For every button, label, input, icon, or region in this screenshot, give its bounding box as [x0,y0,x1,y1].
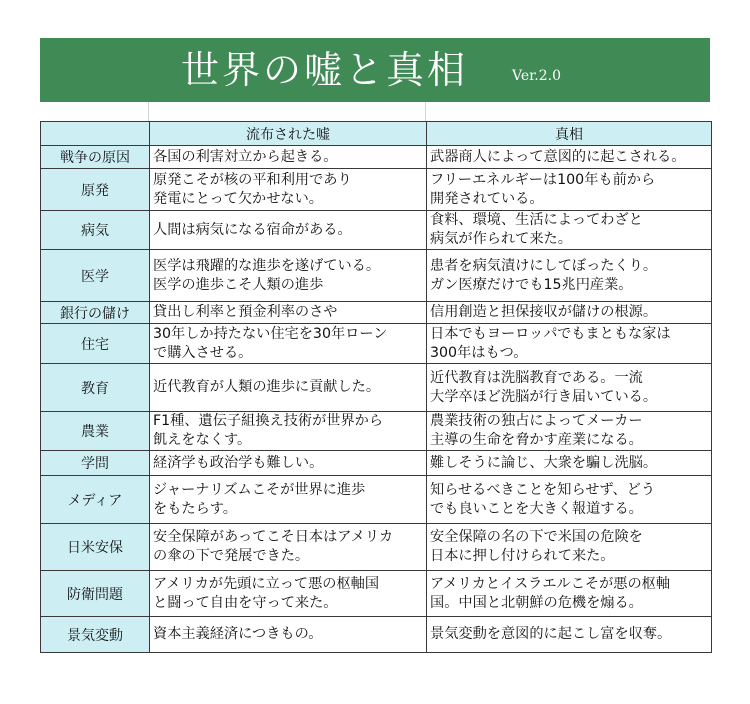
spacer-row [40,102,710,121]
table-row [41,524,712,571]
table-row [41,250,712,302]
row-truth [427,617,712,653]
table-header-row [41,122,712,146]
lie-text-line: の傘の下で発展できた。 [153,548,310,564]
row-topic: 学問 [41,451,150,476]
row-topic: 原発 [41,169,150,211]
row-lie [150,302,427,324]
row-truth [427,364,712,412]
row-truth [427,571,712,617]
truth-text-line: 武器商人によって意図的に起こされる。 [430,148,686,165]
row-truth [427,412,712,451]
title-banner [40,38,710,102]
row-truth [427,250,712,302]
truth-text-line: 景気変動を意図的に起こし富を収奪。 [430,626,672,642]
row-lie [150,412,427,451]
truth-text-line: ガン医療だけでも15兆円産業。 [430,276,633,293]
row-topic: 日米安保 [41,524,150,571]
truth-text-line: 患者を病気漬けにしてぼったくり。 [430,257,658,274]
truth-text-line: 病気が作られて来た。 [430,231,572,247]
truth-text-line: 開発されている。 [430,190,544,207]
truth-text-line: 300年はもつ。 [430,344,528,361]
lie-text-line: 医学の進歩こそ人類の進歩 [153,276,324,293]
row-topic: 農業 [41,412,150,451]
row-lie [150,146,427,169]
truth-text-line: 難しそうに論じ、大衆を騙し洗脳。 [430,454,658,471]
lie-text-line: 安全保障があってこそ日本はアメリカ [153,529,394,545]
row-lie [150,211,427,250]
truth-text-line: 国。中国と北朝鮮の危機を煽る。 [430,594,643,611]
truth-text-line: 知らせるべきことを知らせず、どう [430,481,656,498]
row-topic: メディア [41,476,150,524]
lie-text-line: ジャーナリズムこそが世界に進歩 [153,481,366,498]
lie-text-line: 経済学も政治学も難しい。 [153,454,324,471]
row-topic: 防衛問題 [41,571,150,617]
row-truth [427,146,712,169]
row-truth [427,324,712,364]
truth-text-line: 信用創造と担保接収が儲けの根源。 [430,304,658,320]
table-row [41,302,712,324]
truth-text-line: 日本に押し付けられて来た。 [430,548,615,564]
table-row [41,146,712,169]
truth-text-line: 食料、環境、生活によってわざと [430,212,643,228]
row-truth [427,451,712,476]
version-label: Ver.2.0 [512,68,561,84]
truth-text-line: フリーエネルギーは100年も前から [430,171,656,188]
table-row [41,324,712,364]
truth-text-line: 農業技術の独占によってメーカー [430,413,643,429]
lie-text-line: F1種、遺伝子組換え技術が世界から [153,413,384,429]
lie-text-line: 発電にとって欠かせない。 [153,190,323,207]
table-row [41,571,712,617]
table-row [41,169,712,211]
table-row [41,364,712,412]
row-lie [150,324,427,364]
lie-text-line: 飢えをなくす。 [153,432,252,448]
truth-text-line: 主導の生命を脅かす産業になる。 [430,432,643,448]
row-topic: 景気変動 [41,617,150,653]
row-truth [427,524,712,571]
lie-text-line: 近代教育が人類の進歩に貢献した。 [153,379,381,395]
lie-text-line: 貸出し利率と預金利率のさや [153,304,338,320]
truth-text-line: 大学卒ほど洗脳が行き届いている。 [430,388,658,405]
table-row [41,451,712,476]
lie-text-line: 30年しか持たない住宅を30年ローン [153,325,388,342]
header-topic [41,122,150,146]
row-topic: 医学 [41,250,150,302]
row-truth [427,302,712,324]
row-truth [427,169,712,211]
table-row [41,476,712,524]
row-truth [427,476,712,524]
table-row [41,211,712,250]
table-row [41,617,712,653]
header-lie: 流布された嘘 [150,122,427,146]
truth-text-line: 近代教育は洗脳教育である。一流 [430,369,643,386]
lie-text-line: と闘って自由を守って来た。 [153,594,338,611]
lie-text-line: 原発こそが核の平和利用であり [153,171,352,188]
row-topic: 病気 [41,211,150,250]
truth-text-line: 安全保障の名の下で米国の危険を [430,529,643,545]
lies-vs-truth-table [40,121,712,653]
row-topic: 戦争の原因 [41,146,150,169]
row-lie [150,571,427,617]
row-topic: 教育 [41,364,150,412]
lie-text-line: 人間は病気になる宿命がある。 [153,221,352,238]
lie-text-line: アメリカが先頭に立って悪の枢軸国 [153,575,380,592]
lie-text-line: 医学は飛躍的な進歩を遂げている。 [153,257,381,274]
row-truth [427,211,712,250]
row-lie [150,451,427,476]
row-lie [150,524,427,571]
header-truth: 真相 [427,122,712,146]
row-lie [150,476,427,524]
row-topic: 銀行の儲け [41,302,150,324]
row-topic: 住宅 [41,324,150,364]
table-row [41,412,712,451]
page-title: 世界の嘘と真相 [181,48,469,92]
row-lie [150,617,427,653]
lie-text-line: 各国の利害対立から起きる。 [153,148,338,165]
row-lie [150,169,427,211]
row-lie [150,364,427,412]
lie-text-line: で購入させる。 [153,344,253,361]
lie-text-line: 資本主義経済につきもの。 [153,626,323,642]
lie-text-line: をもたらす。 [153,500,237,517]
truth-text-line: アメリカとイスラエルこそが悪の枢軸 [430,575,671,592]
row-lie [150,250,427,302]
truth-text-line: 日本でもヨーロッパでもまともな家は [430,325,671,342]
truth-text-line: でも良いことを大きく報道する。 [430,500,643,517]
